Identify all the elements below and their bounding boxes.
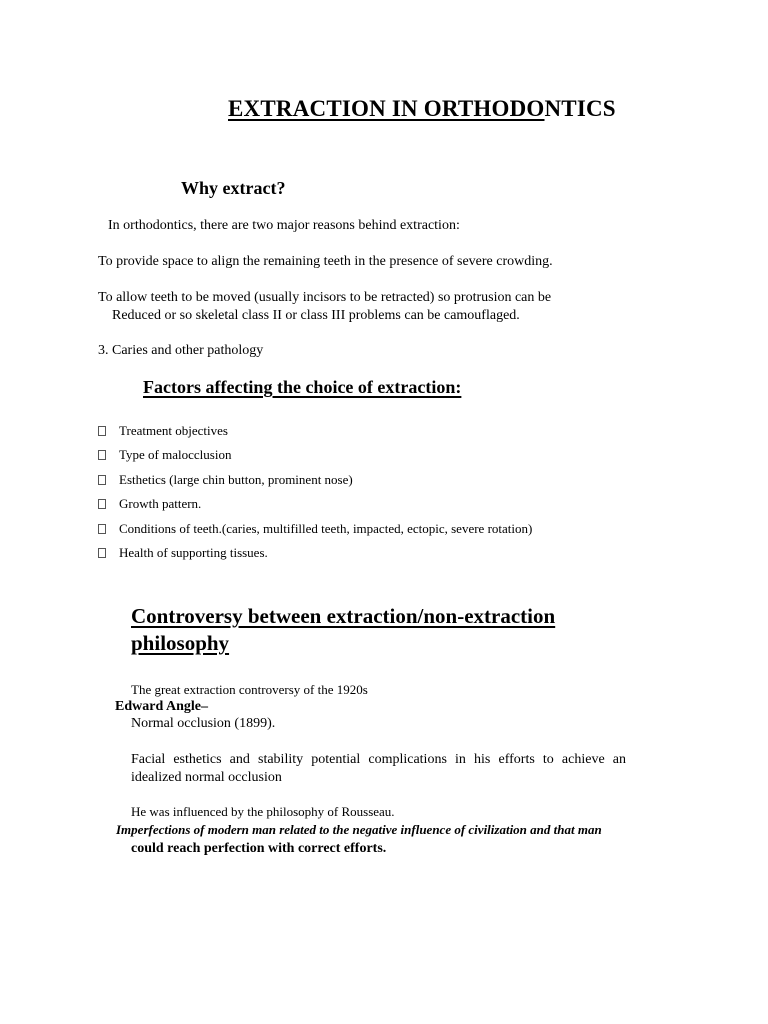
checkbox-glyph-icon bbox=[98, 524, 106, 534]
checkbox-glyph-icon bbox=[98, 499, 106, 509]
factors-list bbox=[98, 423, 532, 569]
reason-2-line-2: Reduced or so skeletal class II or class III problems can be camouflaged. bbox=[112, 308, 520, 323]
checkbox-glyph-icon bbox=[98, 450, 106, 460]
controversy-1920s-text: The great extraction controversy of the 1920s bbox=[131, 682, 368, 697]
page-title bbox=[228, 96, 616, 122]
controversy-heading: Controversy between extraction/non-extraction philosophy bbox=[131, 604, 556, 655]
factors-heading: Factors affecting the choice of extraction: bbox=[143, 377, 462, 397]
perfection-text: could reach perfection with correct efforts. bbox=[131, 841, 387, 856]
intro-text: In orthodontics, there are two major reasons behind extraction: bbox=[108, 218, 460, 233]
list-item: Health of supporting tissues. bbox=[98, 545, 532, 569]
page-title-rest: NTICS bbox=[544, 96, 616, 121]
checkbox-glyph-icon bbox=[98, 426, 106, 436]
reason-2-line-1: To allow teeth to be moved (usually incisors to be retracted) so protrusion can be bbox=[98, 290, 552, 305]
page-title-underlined: EXTRACTION IN ORTHODO bbox=[228, 96, 545, 121]
list-item: Growth pattern. bbox=[98, 496, 532, 520]
why-extract-heading: Why extract? bbox=[181, 178, 286, 198]
edward-angle-label: Edward Angle– bbox=[115, 699, 208, 714]
imperfections-text: Imperfections of modern man related to the negative influence of civilization and that man bbox=[116, 822, 602, 837]
esthetics-paragraph: Facial esthetics and stability potential complications in his efforts to achieve an idealized normal occlusion bbox=[131, 752, 626, 785]
checkbox-glyph-icon bbox=[98, 548, 106, 558]
checkbox-glyph-icon bbox=[98, 475, 106, 485]
list-item: Conditions of teeth.(caries, multifilled teeth, impacted, ectopic, severe rotation) bbox=[98, 521, 532, 545]
normal-occlusion-text: Normal occlusion (1899). bbox=[131, 716, 276, 731]
list-item: Type of malocclusion bbox=[98, 447, 532, 471]
reason-3-text: 3. Caries and other pathology bbox=[98, 343, 264, 358]
reason-1-text: To provide space to align the remaining teeth in the presence of severe crowding. bbox=[98, 254, 553, 269]
list-item: Treatment objectives bbox=[98, 423, 532, 447]
list-item: Esthetics (large chin button, prominent nose) bbox=[98, 472, 532, 496]
rousseau-text: He was influenced by the philosophy of Rousseau. bbox=[131, 804, 395, 819]
